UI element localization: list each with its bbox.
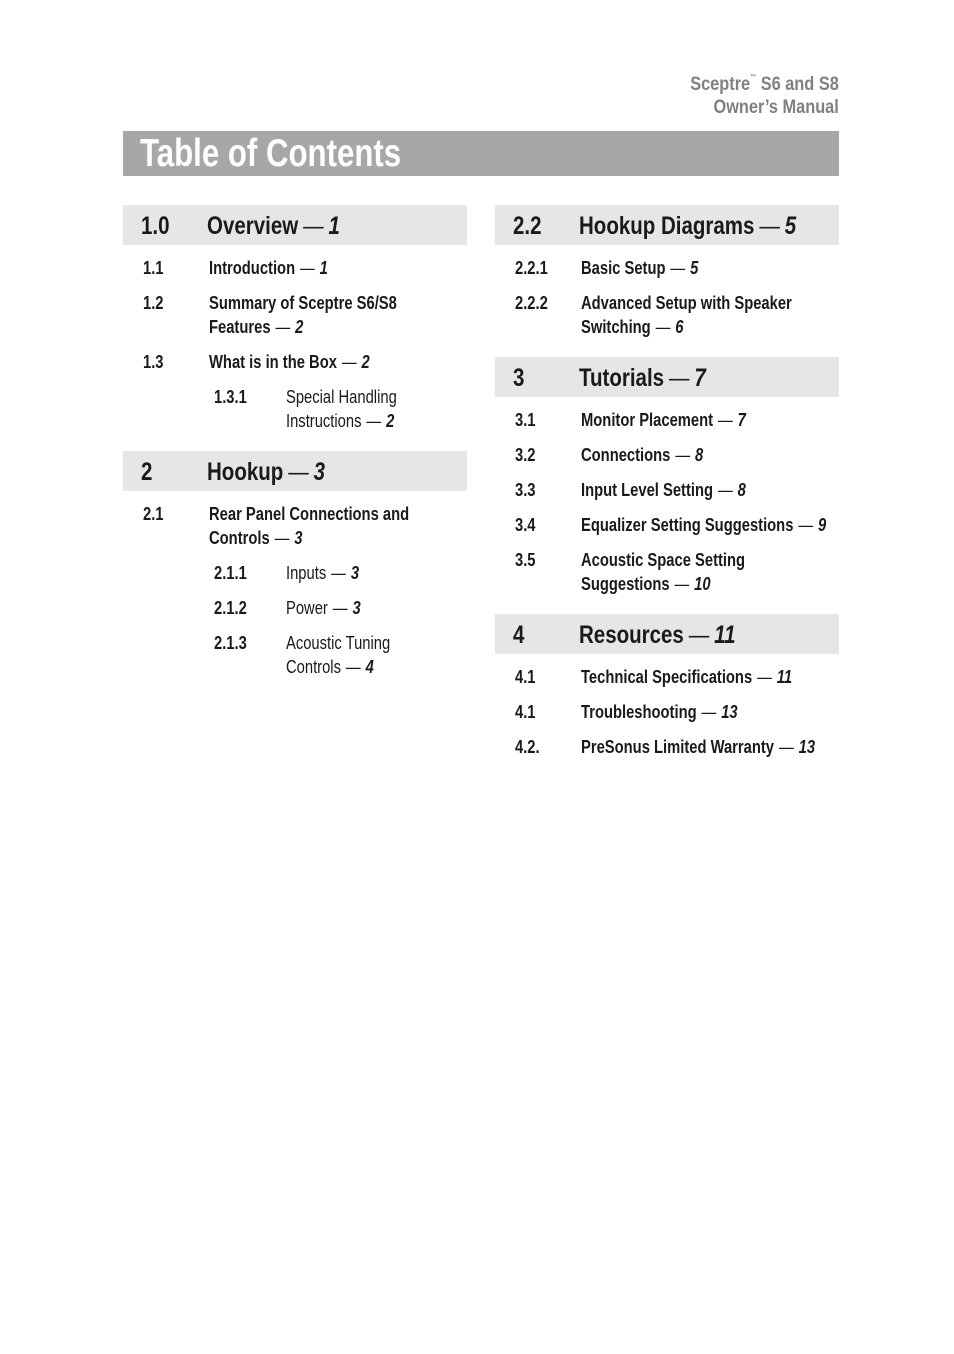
entry-page-number: 3 [350, 563, 360, 583]
entry-title [209, 291, 434, 339]
em-dash: — [717, 480, 733, 500]
entry-page-number: 10 [694, 574, 711, 594]
entry-page-number: 13 [721, 702, 738, 722]
toc-section-heading[interactable] [495, 614, 839, 654]
toc-subsubentry[interactable] [123, 596, 467, 620]
section-title [579, 357, 706, 399]
entry-page-number: 2 [361, 352, 370, 372]
entry-page-number: 13 [798, 737, 816, 757]
section-title [207, 205, 340, 247]
page-title: Table of Contents [140, 132, 402, 175]
section-page-number: 7 [694, 364, 706, 392]
entry-page-number: 8 [737, 480, 746, 500]
title-bar [123, 131, 839, 176]
entry-title-text: Summary of Sceptre S6/S8 Features [209, 293, 397, 337]
entry-page-number: 1 [319, 258, 328, 278]
entry-number: 2.1 [143, 504, 164, 524]
entry-title [581, 513, 827, 537]
entry-page-number: 5 [690, 258, 699, 278]
toc-left-column [123, 205, 467, 679]
toc-entry[interactable] [495, 735, 839, 759]
entry-page-number: 7 [737, 410, 746, 430]
section-number: 2.2 [513, 212, 542, 240]
section-page-number: 5 [784, 212, 797, 240]
section-page-number: 3 [313, 458, 326, 486]
toc-subsubentry[interactable] [123, 631, 467, 679]
section-number: 2 [141, 458, 153, 486]
entry-number: 3.3 [515, 480, 536, 500]
entry-title [209, 350, 455, 374]
entry-title-text: Special Handling Instructions [286, 387, 397, 431]
entry-title-text: What is in the Box [209, 352, 337, 372]
em-dash: — [757, 667, 772, 687]
section-title [579, 614, 735, 656]
em-dash: — [332, 598, 348, 618]
entry-title-text: Acoustic Tuning Controls [286, 633, 391, 677]
em-dash: — [798, 515, 814, 535]
entry-page-number: 8 [694, 445, 704, 465]
toc-subsubentry[interactable] [123, 561, 467, 585]
em-dash: — [674, 574, 690, 594]
running-header [690, 66, 839, 119]
em-dash: — [345, 657, 361, 677]
entry-number: 2.1.1 [214, 563, 247, 583]
em-dash: — [668, 364, 690, 392]
entry-title-text: Connections [581, 445, 671, 465]
entry-title-text: Technical Specifications [581, 667, 753, 687]
entry-number: 2.1.3 [214, 633, 247, 653]
entry-page-number: 9 [818, 515, 827, 535]
entry-number: 2.1.2 [214, 598, 247, 618]
entry-title [286, 596, 475, 620]
toc-entry[interactable] [123, 256, 467, 280]
section-title-text: Hookup [207, 458, 284, 486]
section-number: 4 [513, 621, 525, 649]
entry-title [581, 548, 781, 596]
entry-number: 3.5 [515, 550, 536, 570]
toc-section-heading[interactable] [495, 205, 839, 245]
toc-entry[interactable] [123, 291, 467, 339]
entry-number: 2.2.2 [515, 293, 548, 313]
entry-title-text: Troubleshooting [581, 702, 697, 722]
entry-title [209, 256, 455, 280]
em-dash: — [275, 317, 291, 337]
em-dash: — [288, 458, 309, 486]
entry-number: 3.1 [515, 410, 536, 430]
entry-number: 4.2. [515, 737, 540, 757]
trademark-symbol: ™ [750, 74, 757, 81]
entry-number: 4.1 [515, 702, 536, 722]
em-dash: — [341, 352, 357, 372]
toc-right-column [495, 205, 839, 759]
entry-page-number: 2 [386, 411, 395, 431]
toc-entry[interactable] [495, 548, 839, 596]
em-dash: — [717, 410, 733, 430]
em-dash: — [759, 212, 780, 240]
entry-title [581, 478, 827, 502]
section-title-text: Resources [579, 621, 684, 649]
toc-section-heading[interactable] [495, 357, 839, 397]
toc-entry[interactable] [495, 443, 839, 467]
em-dash: — [331, 563, 346, 583]
section-page-number: 11 [714, 621, 736, 649]
entry-title-text: Input Level Setting [581, 480, 714, 500]
entry-title [209, 502, 449, 550]
entry-title [581, 291, 841, 339]
entry-number: 1.3 [143, 352, 164, 372]
entry-title-text: Advanced Setup with Speaker Switching [581, 293, 792, 337]
toc-entry[interactable] [495, 408, 839, 432]
header-model: S6 and S8 [756, 74, 839, 95]
em-dash: — [366, 411, 382, 431]
em-dash: — [688, 621, 710, 649]
header-subtitle: Owner’s Manual [713, 97, 839, 118]
section-number: 1.0 [141, 212, 170, 240]
entry-title-text: Inputs [286, 563, 327, 583]
em-dash: — [701, 702, 717, 722]
entry-number: 3.2 [515, 445, 536, 465]
entry-title-text: Power [286, 598, 328, 618]
entry-title-text: Rear Panel Connections and Controls [209, 504, 410, 548]
toc-entry[interactable] [495, 478, 839, 502]
toc-entry[interactable] [495, 665, 839, 689]
entry-title [286, 385, 436, 433]
section-title [207, 451, 325, 493]
entry-number: 1.3.1 [214, 387, 247, 407]
section-title-text: Overview [207, 212, 299, 240]
entry-number: 1.2 [143, 293, 164, 313]
entry-title-text: Basic Setup [581, 258, 666, 278]
em-dash: — [675, 445, 691, 465]
entry-title [581, 408, 827, 432]
entry-number: 1.1 [143, 258, 164, 278]
entry-title-text: Monitor Placement [581, 410, 714, 430]
entry-title [581, 256, 827, 280]
em-dash: — [303, 212, 324, 240]
entry-number: 3.4 [515, 515, 536, 535]
entry-title [286, 561, 475, 585]
toc-subsubentry[interactable] [123, 385, 467, 433]
section-title-text: Tutorials [579, 364, 665, 392]
header-product: Sceptre [690, 74, 751, 95]
entry-title [581, 700, 827, 724]
toc-entry[interactable] [495, 513, 839, 537]
em-dash: — [274, 528, 290, 548]
entry-title [581, 443, 827, 467]
header-product-line [690, 66, 839, 96]
toc-entry[interactable] [495, 700, 839, 724]
entry-title-text: PreSonus Limited Warranty [581, 737, 775, 757]
section-title [579, 205, 796, 247]
em-dash: — [655, 317, 671, 337]
entry-page-number: 3 [294, 528, 303, 548]
toc-entry[interactable] [495, 291, 839, 339]
entry-number: 2.2.1 [515, 258, 548, 278]
section-number: 3 [513, 364, 525, 392]
em-dash: — [670, 258, 686, 278]
entry-title-text: Equalizer Setting Suggestions [581, 515, 794, 535]
entry-page-number: 2 [295, 317, 304, 337]
entry-title [581, 665, 827, 689]
entry-title [286, 631, 436, 679]
toc-entry[interactable] [495, 256, 839, 280]
entry-page-number: 11 [776, 667, 793, 687]
section-page-number: 1 [328, 212, 340, 240]
entry-page-number: 3 [352, 598, 361, 618]
toc-entry[interactable] [123, 502, 467, 550]
entry-title-text: Acoustic Space Setting Suggestions [581, 550, 746, 594]
toc-section-heading[interactable] [123, 451, 467, 491]
section-title-text: Hookup Diagrams [579, 212, 755, 240]
em-dash: — [778, 737, 794, 757]
entry-title-text: Introduction [209, 258, 296, 278]
entry-page-number: 4 [365, 657, 374, 677]
toc-section-heading[interactable] [123, 205, 467, 245]
toc-entry[interactable] [123, 350, 467, 374]
entry-number: 4.1 [515, 667, 536, 687]
entry-page-number: 6 [675, 317, 684, 337]
entry-title [581, 735, 827, 759]
em-dash: — [300, 258, 315, 278]
